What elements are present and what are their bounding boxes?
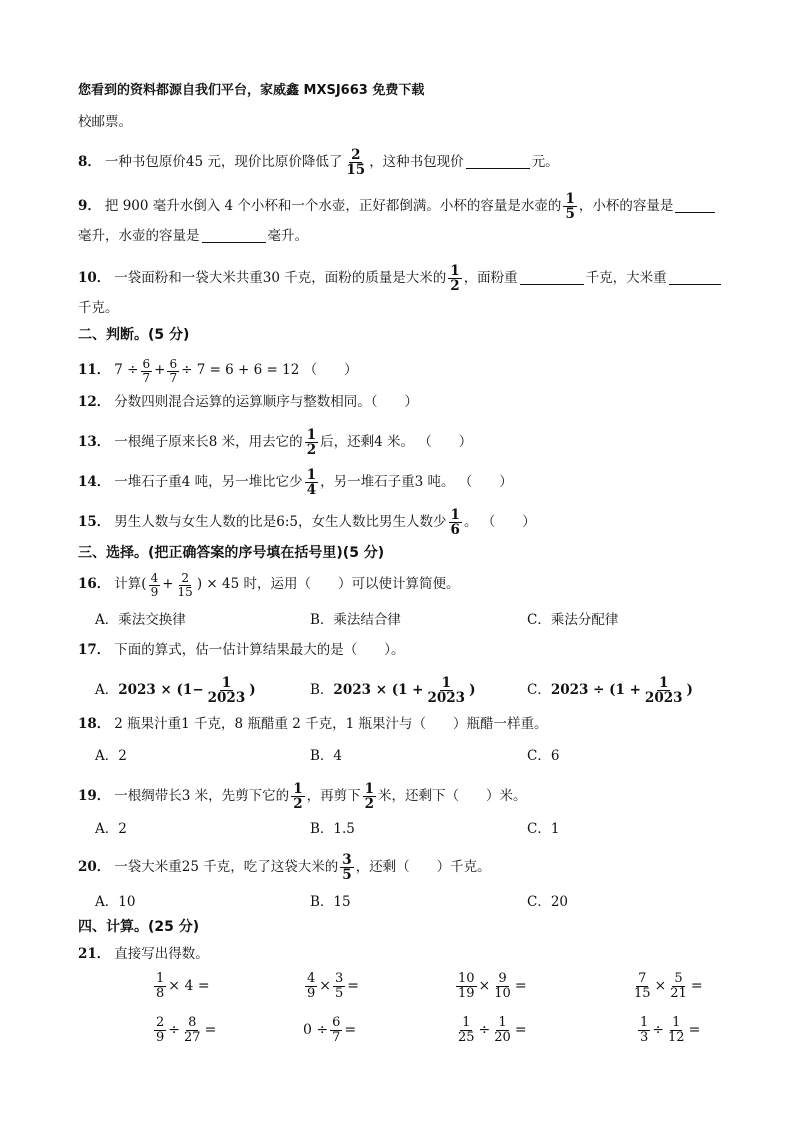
question-text: 千克，大米重: [585, 269, 667, 286]
expr-text: 计算(: [114, 576, 147, 593]
denominator: 7: [142, 370, 151, 385]
fraction: [154, 1016, 166, 1044]
denominator: 21: [670, 985, 687, 1001]
fraction: [456, 1016, 477, 1044]
numerator: 2: [181, 571, 189, 585]
section-2-heading: [78, 328, 189, 342]
numerator: 7: [638, 971, 647, 986]
answer-blank[interactable]: [669, 272, 721, 285]
calc-item: [303, 1016, 356, 1044]
question-text: 一袋大米重25 千克，吃了这袋大米的: [114, 858, 339, 875]
denominator: 9: [150, 584, 159, 599]
fraction: [149, 572, 161, 598]
question-text: 一袋面粉和一袋大米共重30 千克，面粉的质量是大米的: [114, 269, 447, 286]
question-text: 2 瓶果汁重1 千克，8 瓶醋重 2 千克，1 瓶果汁与（ ）瓶醋一样重。: [114, 716, 548, 732]
question-text: 分数四则混合运算的运算顺序与整数相同。（ ）: [114, 394, 419, 410]
question-text: ，面粉重: [463, 269, 518, 286]
fraction: [638, 1016, 650, 1044]
operator: ×: [654, 978, 667, 995]
option-a[interactable]: [95, 823, 127, 837]
question-number: 8．: [78, 153, 101, 170]
operator: 0 ÷: [303, 1022, 329, 1039]
denominator: 7: [169, 370, 178, 385]
fraction: [643, 676, 685, 705]
question-10-cont: [78, 302, 119, 316]
denominator: 25: [458, 1029, 475, 1045]
question-text: 米，还剩下（ ）米。: [378, 787, 527, 804]
option-b[interactable]: [310, 750, 342, 764]
denominator: 9: [156, 1029, 165, 1045]
option-c[interactable]: [527, 614, 618, 628]
question-number: 18．: [78, 716, 111, 732]
denominator: 5: [342, 867, 352, 884]
expr-text: ÷ 7 = 6 + 6 = 12 （ ）: [181, 362, 358, 379]
numerator: 1: [450, 263, 460, 279]
denominator: 4: [306, 482, 317, 499]
numerator: 1: [640, 1015, 649, 1030]
option-a[interactable]: [95, 676, 256, 705]
question-text: 毫升，水壶的容量是: [78, 228, 200, 244]
expr-text: ): [469, 681, 476, 698]
numerator: 6: [142, 357, 151, 371]
fraction: [668, 972, 689, 1000]
fraction: [305, 468, 318, 497]
fraction: [305, 972, 317, 1000]
fraction: [330, 1016, 342, 1044]
question-text: 后，还剩4 米。 （ ）: [320, 433, 473, 450]
question-text: 直接写出得数。: [114, 946, 209, 962]
question-text: 千克。: [78, 300, 119, 316]
fraction: [632, 972, 653, 1000]
fraction: [333, 972, 345, 1000]
previous-question-tail: [78, 116, 132, 130]
question-21: [78, 948, 209, 962]
denominator: 2023: [427, 690, 466, 707]
question-text: 一堆石子重4 吨，另一堆比它少: [114, 473, 303, 490]
option-label: B．乘法结合律: [310, 612, 401, 628]
option-label: B．1.5: [310, 821, 355, 837]
option-label: A．乘法交换律: [95, 612, 186, 628]
section-3-heading: [78, 546, 384, 560]
numerator: 1: [293, 781, 303, 797]
fraction: [141, 358, 153, 384]
option-c[interactable]: [527, 896, 568, 910]
question-9-cont: [78, 230, 308, 244]
question-text: 元。: [531, 153, 559, 170]
numerator: 1: [306, 427, 317, 443]
operator: ×: [319, 978, 332, 995]
denominator: 15: [634, 985, 651, 1001]
fraction: [206, 676, 248, 705]
denominator: 2: [306, 442, 317, 459]
question-text: 一根绳子原来长8 米，用去它的: [114, 433, 303, 450]
tail-text: 校邮票。: [78, 114, 132, 130]
denominator: 6: [450, 522, 460, 539]
denominator: 9: [307, 985, 316, 1001]
option-c[interactable]: [527, 750, 559, 764]
calc-item: [152, 972, 210, 1000]
question-15: [78, 508, 536, 537]
numerator: 1: [450, 507, 460, 523]
question-9: [78, 192, 717, 221]
denominator: 19: [458, 985, 475, 1001]
section-title: 三、选择。(把正确答案的序号填在括号里)(5 分): [78, 545, 385, 561]
fraction: [666, 1016, 687, 1044]
calc-item: [454, 972, 527, 1000]
numerator: 6: [332, 1015, 341, 1030]
option-a[interactable]: [95, 896, 135, 910]
fraction: [344, 148, 367, 177]
calc-item: [303, 972, 359, 1000]
equals: =: [514, 978, 527, 995]
question-20: [78, 853, 491, 882]
numerator: 1: [672, 1015, 681, 1030]
numerator: 1: [498, 1015, 507, 1030]
denominator: 10: [494, 985, 511, 1001]
question-number: 12．: [78, 394, 111, 410]
question-11: [78, 358, 358, 384]
question-number: 10．: [78, 269, 111, 286]
calc-item: [636, 1016, 700, 1044]
question-number: 16．: [78, 576, 111, 593]
expr-text: ) × 45 时，运用（ ）可以使计算简便。: [196, 576, 460, 593]
option-letter: C．: [527, 681, 551, 698]
header-text: 您看到的资料都源自我们平台，家威鑫 MXSJ663 免费下载: [78, 83, 425, 98]
answer-blank[interactable]: [466, 156, 530, 169]
option-label: A．10: [95, 894, 136, 910]
question-text: 毫升。: [267, 228, 308, 244]
fraction: [448, 264, 461, 293]
section-title: 四、计算。(25 分): [78, 919, 200, 935]
denominator: 3: [640, 1029, 649, 1045]
option-label: A．2: [95, 821, 127, 837]
equals: =: [690, 978, 703, 995]
equals: =: [688, 1022, 701, 1039]
denominator: 2: [293, 796, 303, 813]
denominator: 20: [494, 1029, 511, 1045]
option-label: B．15: [310, 894, 351, 910]
question-number: 11．: [78, 362, 111, 379]
expr-text: ): [686, 681, 693, 698]
question-16: [78, 572, 459, 598]
expr-text: +: [154, 362, 166, 379]
fraction: [426, 676, 468, 705]
denominator: 15: [177, 584, 193, 599]
numerator: 1: [364, 781, 374, 797]
fraction: [492, 972, 513, 1000]
denominator: 27: [184, 1029, 201, 1045]
denominator: 5: [335, 985, 344, 1001]
option-letter: B．: [310, 681, 334, 698]
question-number: 20．: [78, 858, 111, 875]
numerator: 2: [351, 147, 361, 163]
fraction: [363, 782, 376, 811]
fraction: [182, 1016, 203, 1044]
fraction: [563, 192, 576, 221]
option-c[interactable]: [527, 676, 693, 705]
question-19: [78, 782, 527, 811]
question-number: 14．: [78, 473, 111, 490]
numerator: 1: [565, 191, 575, 207]
question-text: 把 900 毫升水倒入 4 个小杯和一个水壶，正好都倒满。小杯的容量是水壶的: [104, 197, 562, 214]
question-17: [78, 644, 405, 658]
question-text: ，还剩（ ）千克。: [355, 858, 491, 875]
calc-item: [152, 1016, 216, 1044]
question-text: ，再剪下: [306, 787, 361, 804]
question-number: 21．: [78, 946, 111, 962]
question-number: 15．: [78, 513, 111, 530]
question-8: [78, 148, 559, 177]
denominator: 2023: [644, 690, 683, 707]
fraction: [305, 428, 318, 457]
numerator: 5: [674, 971, 683, 986]
question-text: 下面的算式，估一估计算结果最大的是（ ）。: [114, 642, 405, 658]
question-text: 男生人数与女生人数的比是6:5，女生人数比男生人数少: [114, 513, 447, 530]
operator: ÷: [652, 1022, 665, 1039]
denominator: 7: [332, 1029, 341, 1045]
question-text: 。 （ ）: [463, 513, 536, 530]
option-b[interactable]: [310, 614, 401, 628]
answer-blank[interactable]: [202, 230, 266, 243]
option-a[interactable]: [95, 750, 127, 764]
option-c[interactable]: [527, 823, 559, 837]
denominator: 2: [450, 278, 460, 295]
operator: ÷: [478, 1022, 491, 1039]
numerator: 4: [150, 571, 159, 585]
question-number: 17．: [78, 642, 111, 658]
numerator: 6: [169, 357, 178, 371]
numerator: 3: [335, 971, 344, 986]
numerator: 1: [441, 675, 451, 691]
numerator: 3: [342, 852, 352, 868]
option-b[interactable]: [310, 823, 355, 837]
fraction: [340, 853, 353, 882]
fraction: [449, 508, 462, 537]
question-number: 13．: [78, 433, 111, 450]
question-12: [78, 396, 418, 410]
equals: =: [347, 978, 360, 995]
question-text: ，这种书包现价: [369, 153, 464, 170]
expr-text: ): [249, 681, 256, 698]
option-letter: A．: [95, 681, 119, 698]
equals: =: [514, 1022, 527, 1039]
fraction: [167, 358, 179, 384]
operator: ÷: [168, 1022, 181, 1039]
denominator: 8: [156, 985, 165, 1001]
numerator: 1: [221, 675, 232, 691]
fraction: [176, 572, 195, 598]
option-label: C．1: [527, 821, 560, 837]
denominator: 12: [668, 1029, 685, 1045]
calc-item: [630, 972, 703, 1000]
option-a[interactable]: [95, 614, 186, 628]
numerator: 9: [498, 971, 507, 986]
option-label: C．乘法分配律: [527, 612, 619, 628]
option-label: B．4: [310, 748, 343, 764]
expr-text: 2023 × (1 +: [333, 681, 424, 698]
calc-item: [454, 1016, 527, 1044]
expr-text: 2023 × (1−: [118, 681, 204, 698]
option-label: A．2: [95, 748, 127, 764]
numerator: 1: [462, 1015, 471, 1030]
question-text: ，另一堆石子重3 吨。 （ ）: [320, 473, 513, 490]
expr-text: +: [162, 576, 174, 593]
option-b[interactable]: [310, 676, 475, 705]
option-label: C．6: [527, 748, 560, 764]
denominator: 2: [364, 796, 374, 813]
equals: =: [344, 1022, 357, 1039]
question-text: 一种书包原价45 元，现价比原价降低了: [104, 153, 343, 170]
option-label: C．20: [527, 894, 569, 910]
expr-text: 7 ÷: [114, 362, 139, 379]
numerator: 1: [306, 467, 317, 483]
answer-blank[interactable]: [520, 272, 584, 285]
expr-text: 2023 ÷ (1 +: [550, 681, 641, 698]
numerator: 8: [188, 1015, 197, 1030]
question-number: 9．: [78, 197, 101, 214]
numerator: 1: [156, 971, 165, 986]
numerator: 2: [156, 1015, 165, 1030]
fraction: [492, 1016, 513, 1044]
question-10: [78, 264, 723, 293]
question-13: [78, 428, 472, 457]
operator: ×: [478, 978, 491, 995]
equals: =: [204, 1022, 217, 1039]
operator: × 4 =: [168, 978, 210, 995]
numerator: 4: [307, 971, 316, 986]
fraction: [291, 782, 304, 811]
numerator: 1: [659, 675, 669, 691]
question-text: ，小杯的容量是: [578, 197, 674, 214]
question-text: 一根绸带长3 米，先剪下它的: [114, 787, 290, 804]
numerator: 10: [458, 971, 475, 986]
denominator: 15: [346, 162, 366, 179]
section-4-heading: [78, 920, 199, 934]
section-title: 二、判断。(5 分): [78, 327, 190, 343]
header-note: [78, 84, 424, 97]
fraction: [456, 972, 477, 1000]
option-b[interactable]: [310, 896, 351, 910]
denominator: 5: [565, 206, 575, 223]
answer-blank[interactable]: [675, 200, 715, 213]
question-18: [78, 718, 548, 732]
question-14: [78, 468, 513, 497]
denominator: 2023: [207, 690, 246, 707]
question-number: 19．: [78, 787, 111, 804]
fraction: [154, 972, 166, 1000]
